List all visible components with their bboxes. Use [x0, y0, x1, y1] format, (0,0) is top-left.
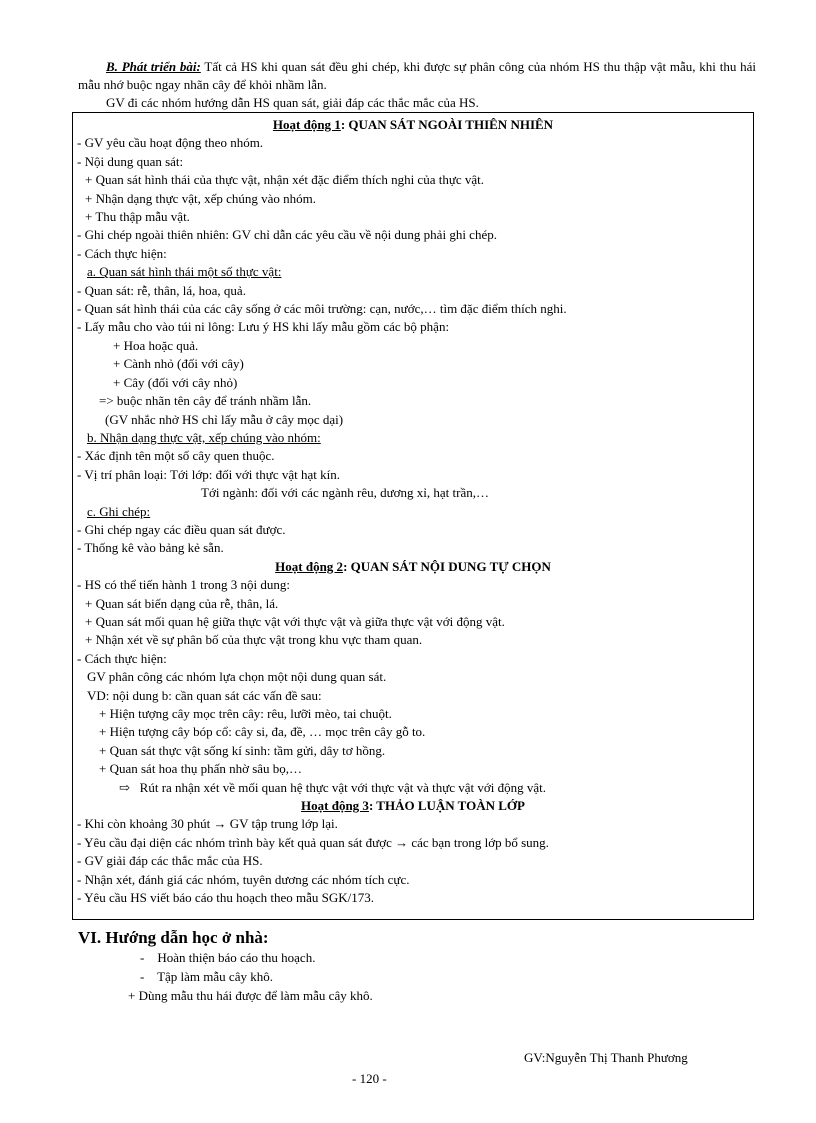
list-item: - GV giải đáp các thắc mắc của HS. [77, 853, 263, 869]
page-number: - 120 - [352, 1071, 387, 1086]
activity1-title: Hoạt động 1: QUAN SÁT NGOÀI THIÊN NHIÊN [272, 117, 554, 132]
list-item: - Yêu cầu HS viết báo cáo thu hoạch theo mẫu SGK/173. [77, 890, 375, 906]
subheading-a: a. Quan sát hình thái một số thực vật: [87, 264, 282, 280]
right-arrow-icon: ⇨ [119, 779, 130, 795]
list-item: + Quan sát mối quan hệ giữa thực vật với thực vật và giữa thực vật với động vật. [85, 613, 505, 629]
list-item: + Quan sát hình thái của thực vật, nhận xét đặc điểm thích nghi của thực vật. [85, 172, 485, 188]
list-item: => buộc nhãn tên cây để tránh nhầm lẫn. [99, 393, 312, 409]
homework-heading: VI. Hướng dẫn học ở nhà: [78, 928, 269, 947]
list-item: - Lấy mẫu cho vào túi ni lông: Lưu ý HS khi lấy mẫu gồm các bộ phận: [77, 319, 450, 335]
list-item: + Nhận dạng thực vật, xếp chúng vào nhóm. [85, 190, 316, 206]
list-item: + Thu thập mẫu vật. [85, 209, 190, 225]
list-item: - Quan sát: rễ, thân, lá, hoa, quả. [77, 282, 246, 298]
activity3-title: Hoạt động 3: THẢO LUẬN TOÀN LỚP [301, 798, 525, 814]
list-item: - GV yêu cầu hoạt động theo nhóm. [77, 135, 264, 151]
list-item: + Cây (đối với cây nhỏ) [113, 374, 238, 390]
list-item: - Xác định tên một số cây quen thuộc. [77, 448, 275, 464]
subheading-c: c. Ghi chép: [87, 503, 151, 519]
teacher-name: GV:Nguyễn Thị Thanh Phương [524, 1050, 688, 1065]
activity2-title: Hoạt động 2: QUAN SÁT NỘI DUNG TỰ CHỌN [275, 558, 551, 574]
list-item: + Hiện tượng cây mọc trên cây: rêu, lưỡi mèo, tai chuột. [99, 706, 392, 721]
list-item: + Dùng mẫu thu hái được để làm mẫu cây khô. [128, 988, 373, 1003]
list-item: - Ghi chép ngoài thiên nhiên: GV chỉ dẫn các yêu cầu về nội dung phải ghi chép. [77, 227, 497, 243]
teacher-guidance-line: GV đi các nhóm hướng dẫn HS quan sát, giải đáp các thắc mắc của HS. [106, 95, 479, 110]
list-item: + Quan sát hoa thụ phấn nhờ sâu bọ,… [99, 761, 303, 777]
list-item: - HS có thể tiến hành 1 trong 3 nội dung: [77, 577, 291, 593]
list-item: - Thống kê vào bảng kẻ sẵn. [77, 540, 224, 556]
intro-section [78, 58, 756, 112]
list-item: - Khi còn khoảng 30 phút → GV tập trung lớp lại. [77, 816, 338, 832]
development-label: B. Phát triển bài: [106, 59, 201, 74]
list-item: + Hiện tượng cây bóp cổ: cây si, đa, đề, … mọc trên cây gỗ to. [99, 724, 426, 740]
list-item: - Tập làm mẫu cây khô. [140, 969, 273, 984]
list-item: - Cách thực hiện: [77, 650, 167, 666]
list-item: - Yêu cầu đại diện các nhóm trình bày kết quả quan sát được → các bạn trong lớp bổ sung. [77, 834, 549, 850]
subheading-b: b. Nhận dạng thực vật, xếp chúng vào nhóm: [87, 429, 321, 445]
list-item: (GV nhắc nhở HS chỉ lấy mẫu ở cây mọc dại) [105, 411, 344, 427]
list-item: - Vị trí phân loại: Tới lớp: đối với thực vật hạt kín. [77, 466, 340, 482]
list-item: + Hoa hoặc quả. [113, 337, 199, 353]
list-item: - Hoàn thiện báo cáo thu hoạch. [140, 950, 316, 965]
list-item: - Cách thực hiện: [77, 245, 167, 261]
homework-list [80, 948, 373, 1005]
list-item: Tới ngành: đối với các ngành rêu, dương xỉ, hạt trần,… [201, 485, 489, 501]
list-item: - Ghi chép ngay các điều quan sát được. [77, 521, 286, 537]
activities-box [72, 112, 754, 920]
list-item: + Cành nhỏ (đối với cây) [113, 356, 244, 372]
list-item: + Quan sát thực vật sống kí sinh: tầm gửi, dây tơ hồng. [99, 742, 386, 758]
list-item: ⇨ Rút ra nhận xét về mối quan hệ thực vật với thực vật và thực vật với động vật. [119, 779, 547, 795]
list-item: - Nhận xét, đánh giá các nhóm, tuyên dương các nhóm tích cực. [77, 871, 410, 887]
development-text: Tất cả HS khi quan sát đều ghi chép, khi được sự phân công của nhóm HS thu thập vật mẫu, khi thu hái mẫu nhớ buộc ngay nhãn cây để khỏi nhầm lẫn. [78, 59, 756, 92]
list-item: VD: nội dung b: cần quan sát các vấn đề sau: [87, 687, 322, 703]
list-item: - Quan sát hình thái của các cây sống ở các môi trường: cạn, nước,… tìm đặc điểm thích nghi. [77, 301, 567, 317]
list-item: GV phân công các nhóm lựa chọn một nội dung quan sát. [87, 669, 387, 685]
list-item: + Quan sát biến dạng của rễ, thân, lá. [85, 595, 279, 611]
list-item: + Nhận xét về sự phân bố của thực vật trong khu vực tham quan. [85, 632, 423, 648]
list-item: - Nội dung quan sát: [77, 153, 184, 169]
development-paragraph [78, 58, 756, 94]
